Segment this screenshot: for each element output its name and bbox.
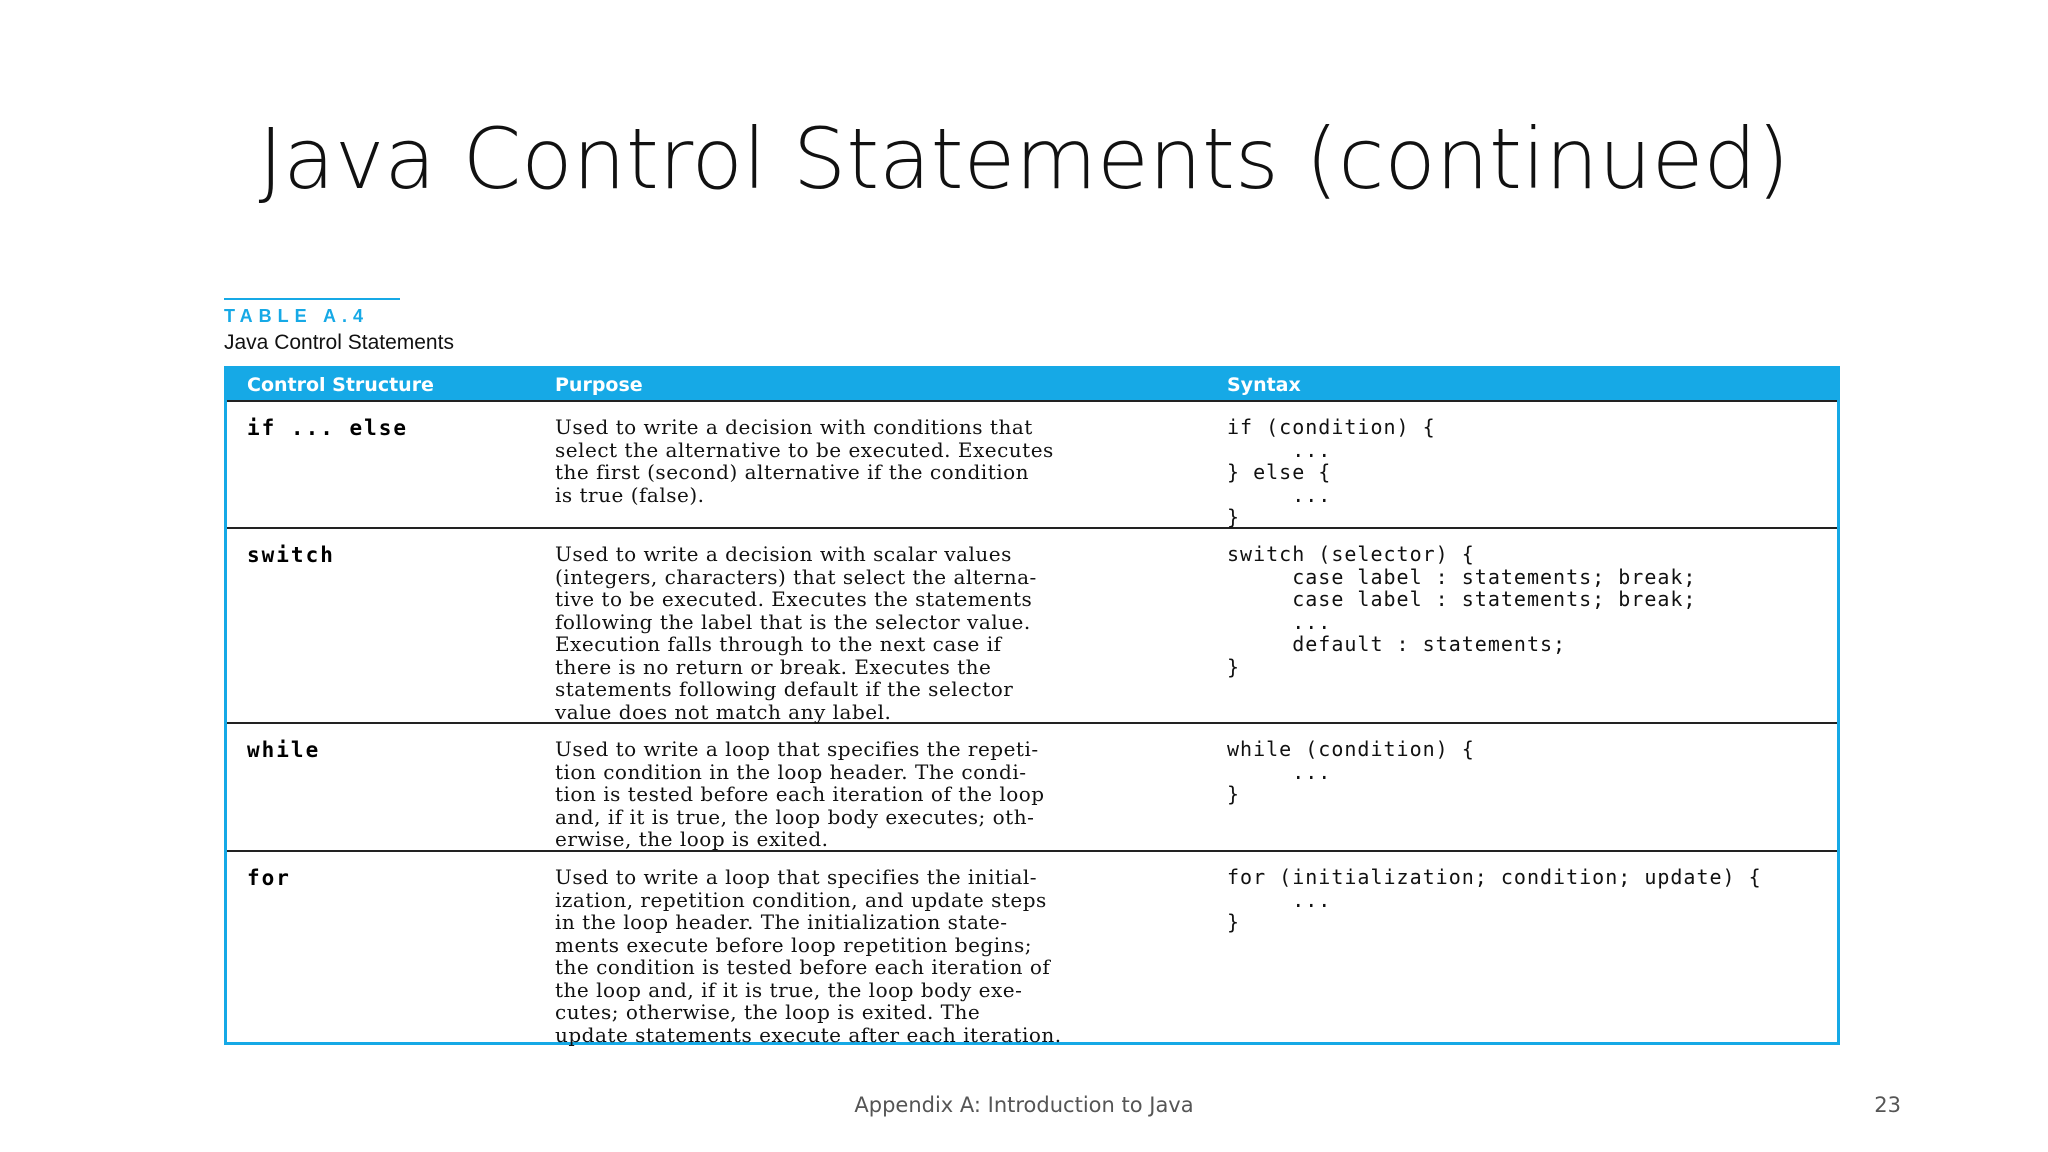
table-row bbox=[227, 722, 1837, 850]
table-row bbox=[227, 527, 1837, 722]
purpose-cell: Used to write a decision with conditions that select the alternative to be executed. Executes the first (second) alternative if the condition is true (false). bbox=[555, 415, 1054, 507]
table-row bbox=[227, 400, 1837, 527]
syntax-cell: if (condition) { ... } else { ... } bbox=[1227, 415, 1436, 529]
header-purpose: Purpose bbox=[555, 373, 643, 396]
table-caption bbox=[224, 298, 454, 355]
control-statements-table bbox=[224, 366, 1840, 1045]
structure-cell: while bbox=[247, 738, 321, 762]
structure-cell: switch bbox=[247, 543, 335, 567]
syntax-cell: for (initialization; condition; update) { ... } bbox=[1227, 865, 1762, 934]
purpose-cell: Used to write a loop that specifies the initial- ization, repetition condition, and update steps in the loop header. The initialization state- ments execute before loop repetition begins; the condition is tested before each iteration of the loop and, if it is true, the loop body exe- cutes; otherwise, the loop is exited. The update statements execute after each iteration. bbox=[555, 865, 1062, 1047]
slide-footer: Appendix A: Introduction to Java bbox=[854, 1093, 1194, 1117]
syntax-cell: switch (selector) { case label : statements; break; case label : statements; break; ... default : statements; } bbox=[1227, 542, 1697, 679]
page-number: 23 bbox=[1874, 1093, 1901, 1117]
table-header-row bbox=[227, 369, 1837, 400]
table-row bbox=[227, 850, 1837, 1047]
slide-title: Java Control Statements (continued) bbox=[258, 110, 1790, 208]
purpose-cell: Used to write a loop that specifies the repeti- tion condition in the loop header. The condi- tion is tested before each iteration of the loop and, if it is true, the loop body executes; oth- erwise, the loop is exited. bbox=[555, 737, 1045, 851]
table-number: TABLE A.4 bbox=[224, 306, 370, 326]
syntax-cell: while (condition) { ... } bbox=[1227, 737, 1475, 806]
structure-cell: if ... else bbox=[247, 416, 409, 440]
header-control-structure: Control Structure bbox=[247, 373, 434, 396]
header-syntax: Syntax bbox=[1227, 373, 1301, 396]
purpose-cell: Used to write a decision with scalar values (integers, characters) that select the alterna- tive to be executed. Executes the statements following the label that is the selector value. Execution falls through to the next case if there is no return or break. Executes the statements following default if the selector value does not match any label. bbox=[555, 542, 1037, 724]
table-caption-title: Java Control Statements bbox=[224, 331, 454, 354]
structure-cell: for bbox=[247, 866, 291, 890]
caption-rule bbox=[224, 298, 400, 300]
